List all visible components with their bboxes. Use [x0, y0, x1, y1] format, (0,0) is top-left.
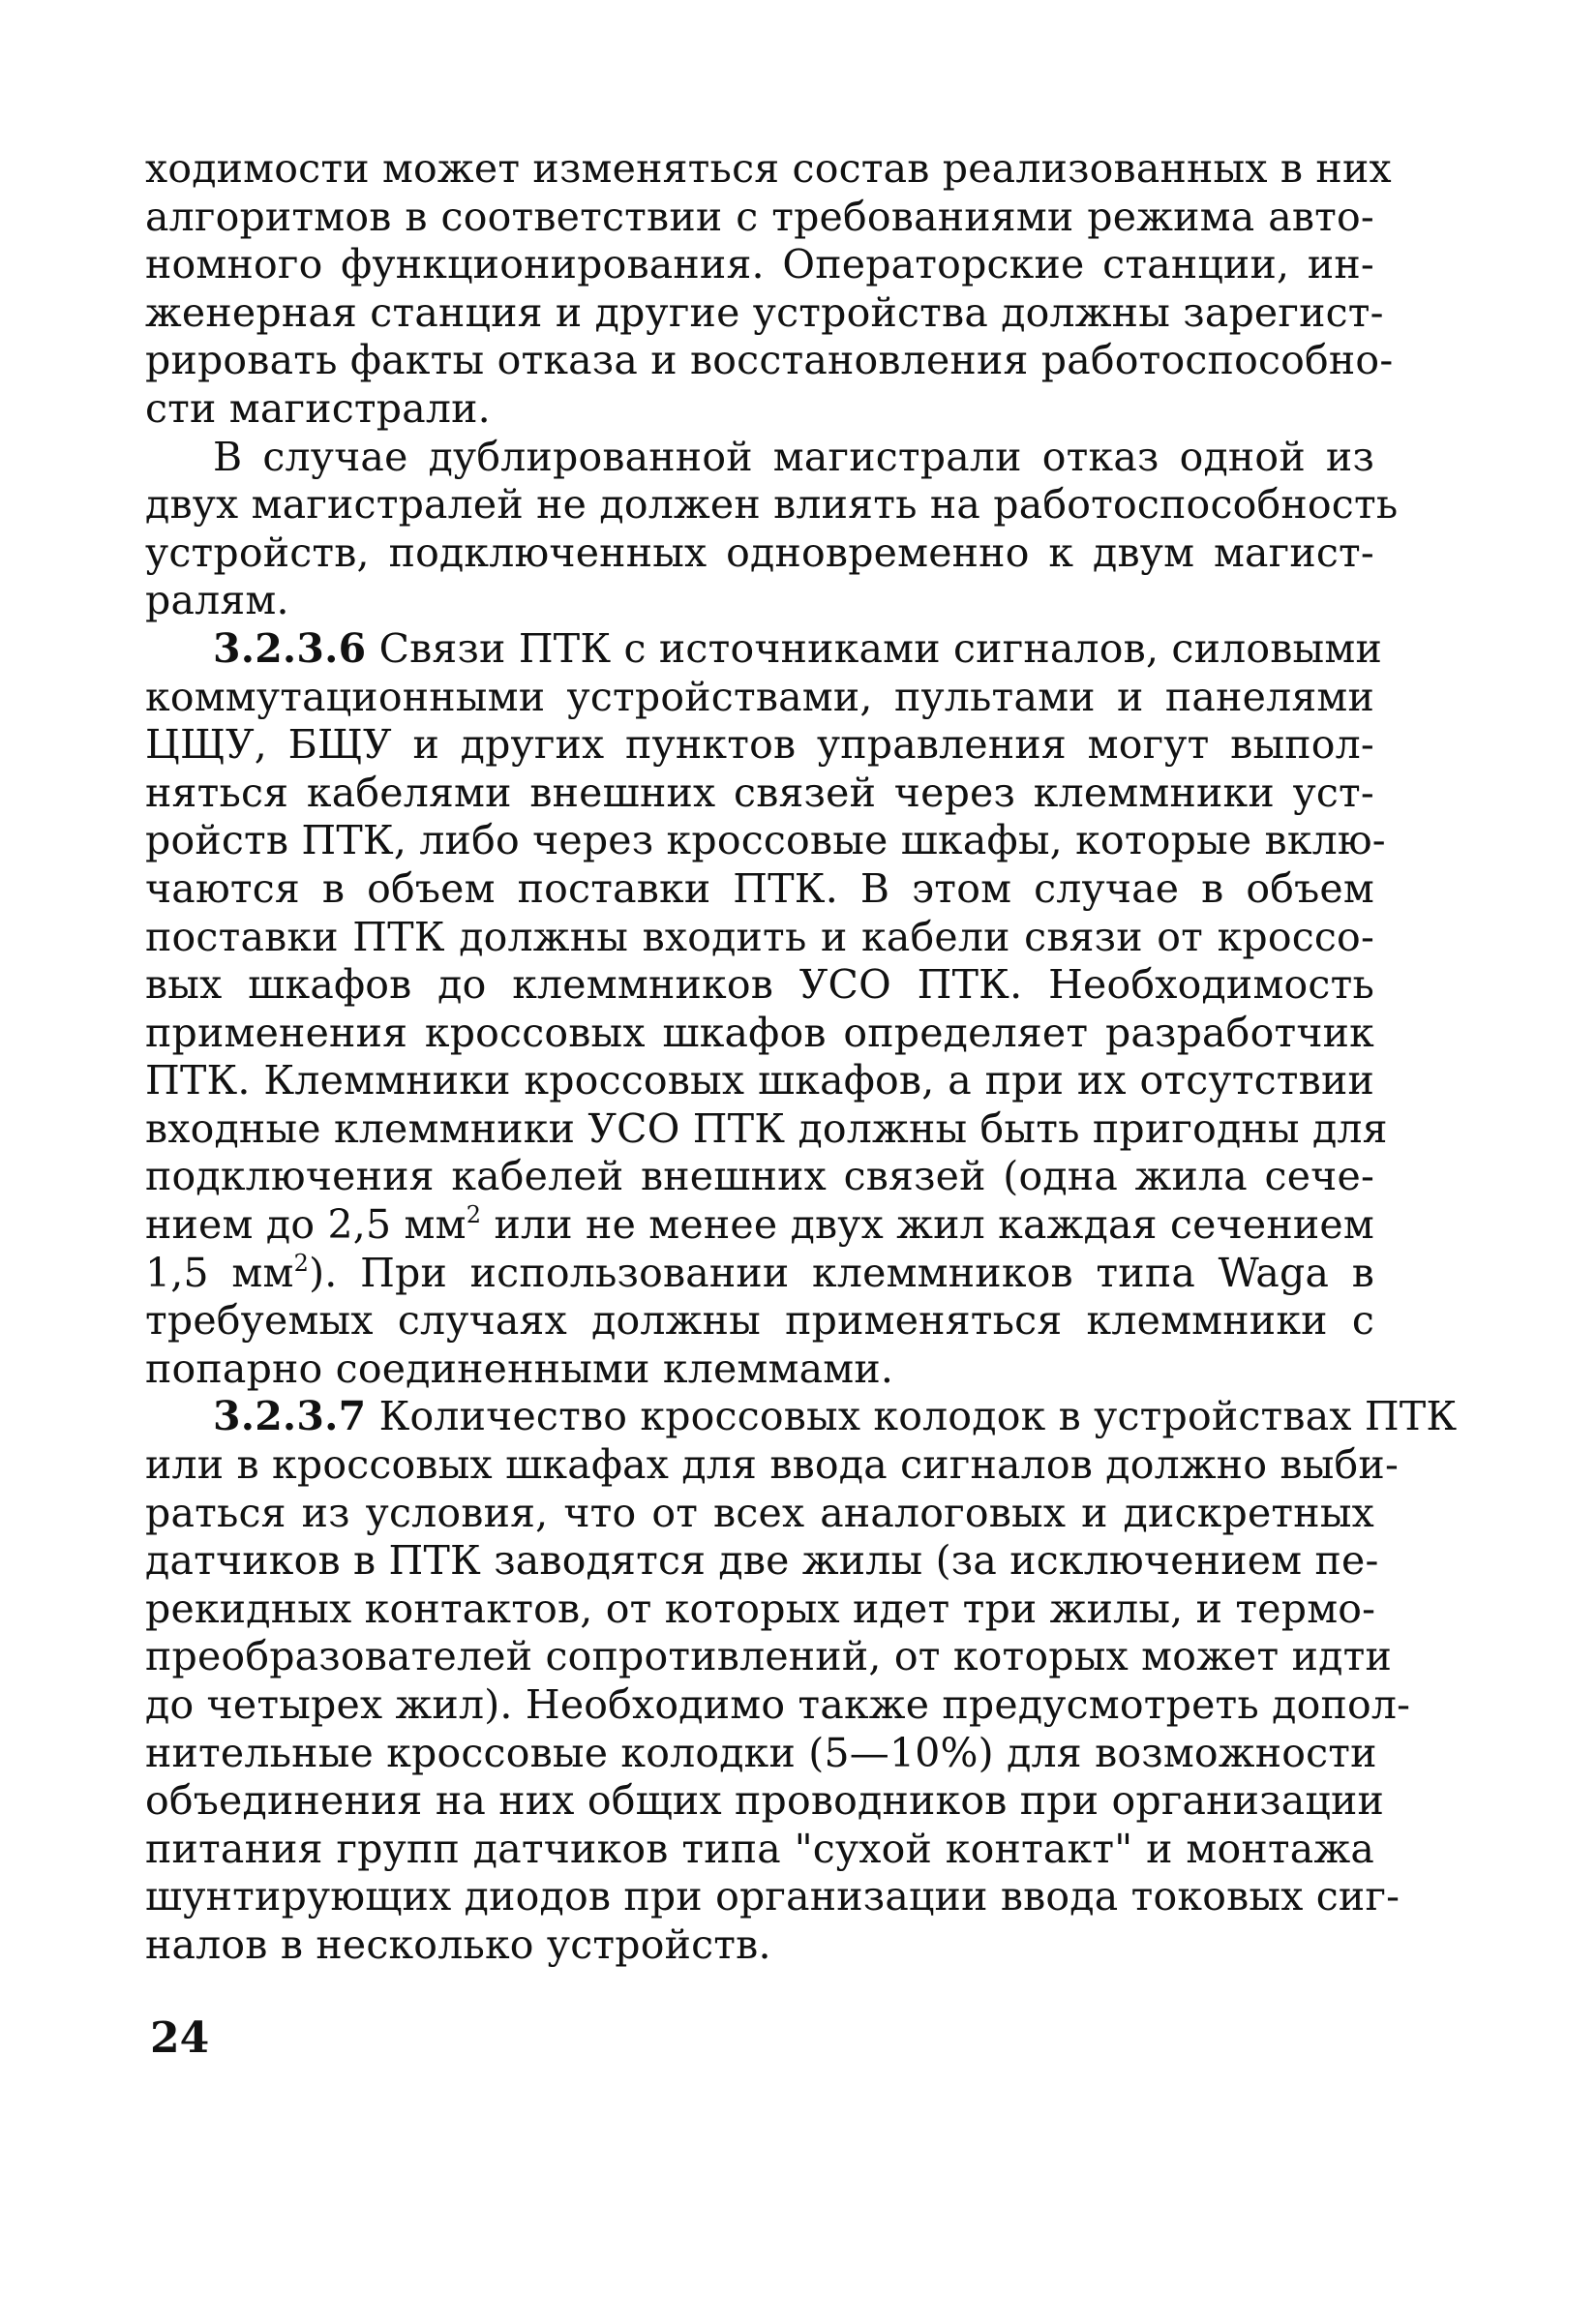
- text-line: входные клеммники УСО ПТК должны быть пригодны для: [145, 1104, 1388, 1152]
- text-line: объединения на них общих проводников при организации: [145, 1777, 1385, 1825]
- text-line: [145, 1393, 1458, 1441]
- section-text: Связи ПТК с источниками сигналов, силовыми: [378, 624, 1382, 672]
- text-line: ходимости может изменяться состав реализованных в них: [145, 145, 1392, 192]
- text-line: устройств, подключенных одновременно к двум магист-: [145, 529, 1374, 576]
- superscript: 2: [293, 1249, 310, 1277]
- section-number: 3.2.3.6: [213, 624, 367, 672]
- text-line: попарно соединенными клеммами.: [145, 1345, 894, 1392]
- text-line: ралям.: [145, 577, 289, 624]
- text-line: В случае дублированной магистрали отказ одной из: [213, 433, 1374, 480]
- text-line: нительные кроссовые колодки (5—10%) для возможности: [145, 1729, 1377, 1776]
- page-number: 24: [150, 2013, 210, 2063]
- section-3-2-3-6: [145, 624, 1388, 1394]
- paragraph-duplicated-bus: [145, 433, 1399, 625]
- text-line: датчиков в ПТК заводятся две жилы (за исключением пе-: [145, 1537, 1379, 1585]
- text-fragment: ). При использовании клеммников типа Waga в: [309, 1249, 1374, 1296]
- text-line: преобразователей сопротивлений, от которых может идти: [145, 1633, 1392, 1680]
- text-fragment: нием до 2,5 мм: [145, 1201, 467, 1249]
- text-line: алгоритмов в соответствии с требованиями режима авто-: [145, 193, 1374, 240]
- section-number: 3.2.3.7: [213, 1393, 367, 1440]
- text-line: или в кроссовых шкафах для ввода сигналов должно выби-: [145, 1441, 1400, 1489]
- text-line: раться из условия, что от всех аналоговых и дискретных: [145, 1489, 1374, 1536]
- text-line: номного функционирования. Операторские станции, ин-: [145, 241, 1374, 288]
- text-line: ПТК. Клеммники кроссовых шкафов, а при их отсутствии: [145, 1057, 1374, 1104]
- text-line: коммутационными устройствами, пультами и панелями: [145, 673, 1374, 720]
- text-line: питания групп датчиков типа "сухой контакт" и монтажа: [145, 1825, 1374, 1872]
- text-line: ЦЩУ, БЩУ и других пунктов управления могут выпол-: [145, 721, 1374, 769]
- text-line: вых шкафов до клеммников УСО ПТК. Необходимость: [145, 961, 1374, 1009]
- text-line: шунтирующих диодов при организации ввода токовых сиг-: [145, 1873, 1400, 1920]
- text-line: налов в несколько устройств.: [145, 1920, 771, 1968]
- text-line: требуемых случаях должны применяться клеммники с: [145, 1297, 1374, 1345]
- text-fragment: 1,5 мм: [145, 1249, 294, 1296]
- superscript: 2: [466, 1201, 482, 1229]
- text-line: няться кабелями внешних связей через клеммники уст-: [145, 769, 1374, 816]
- text-line: сти магистрали.: [145, 384, 491, 432]
- text-line: поставки ПТК должны входить и кабели связи от кроссо-: [145, 913, 1374, 960]
- text-line: ройств ПТК, либо через кроссовые шкафы, которые вклю-: [145, 817, 1386, 864]
- text-line: рировать факты отказа и восстановления работоспособно-: [145, 337, 1394, 384]
- text-line: [145, 624, 1382, 674]
- text-line: двух магистралей не должен влиять на работоспособность: [145, 481, 1399, 529]
- section-3-2-3-7: [145, 1393, 1458, 1969]
- text-line: применения кроссовых шкафов определяет разработчик: [145, 1009, 1374, 1056]
- section-text: Количество кроссовых колодок в устройствах ПТК: [378, 1393, 1458, 1440]
- text-line: рекидных контактов, от которых идет три жилы, и термо-: [145, 1585, 1376, 1632]
- page-body: [145, 145, 1458, 1970]
- text-line: [145, 1250, 1374, 1298]
- text-line: до четырех жил). Необходимо также предусмотреть допол-: [145, 1681, 1411, 1728]
- text-line: женерная станция и другие устройства должны зарегист-: [145, 288, 1384, 336]
- text-fragment: или не менее двух жил каждая сечением: [481, 1201, 1374, 1249]
- text-line: чаются в объем поставки ПТК. В этом случае в объем: [145, 864, 1374, 912]
- paragraph-continuation: [145, 145, 1394, 434]
- text-line: [145, 1201, 1374, 1250]
- text-line: подключения кабелей внешних связей (одна жила сече-: [145, 1153, 1374, 1200]
